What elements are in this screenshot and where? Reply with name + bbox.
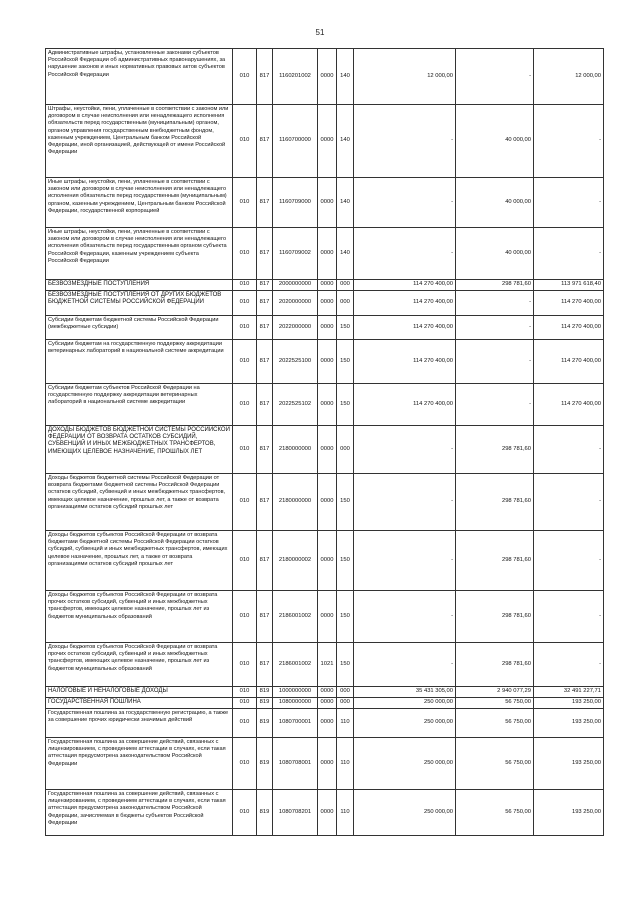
code-income: 2020000000	[273, 291, 318, 316]
code-program: 0000	[318, 340, 337, 384]
value-plan: 114 270 400,00	[354, 340, 456, 384]
row-name: ДОХОДЫ БЮДЖЕТОВ БЮДЖЕТНОЙ СИСТЕМЫ РОССИЙСКОЙ ФЕДЕРАЦИИ ОТ ВОЗВРАТА ОСТАТКОВ СУБСИДИЙ, СУБВЕНЦИЙ И ИНЫХ МЕЖБЮДЖЕТНЫХ ТРАНСФЕРТОВ, ИМЕЮЩИХ ЦЕЛЕВОЕ НАЗНАЧЕНИЕ, ПРОШЛЫХ ЛЕТ	[46, 426, 233, 474]
value-executed: 40 000,00	[456, 228, 534, 280]
value-unexecuted: -	[534, 643, 604, 687]
value-plan: -	[354, 178, 456, 228]
value-unexecuted: -	[534, 105, 604, 178]
code-kosgu: 140	[337, 105, 354, 178]
code-admin: 010	[233, 316, 257, 340]
value-plan: 250 000,00	[354, 698, 456, 709]
table-row	[46, 591, 604, 643]
code-kosgu: 110	[337, 790, 354, 836]
value-unexecuted: -	[534, 474, 604, 531]
row-name: Доходы бюджетов субъектов Российской Федерации от возврата прочих остатков субсидий, субвенций и иных межбюджетных трансфертов, имеющих целевое назначение, прошлых лет из бюджетов муниципальных образований	[46, 643, 233, 687]
value-executed: -	[456, 340, 534, 384]
table-row	[46, 280, 604, 291]
code-program: 0000	[318, 531, 337, 591]
code-kosgu: 000	[337, 280, 354, 291]
code-admin: 010	[233, 280, 257, 291]
value-plan: -	[354, 643, 456, 687]
code-program: 0000	[318, 698, 337, 709]
code-kosgu: 150	[337, 384, 354, 426]
code-admin: 010	[233, 591, 257, 643]
code-kosgu: 000	[337, 426, 354, 474]
value-executed: 298 781,60	[456, 643, 534, 687]
code-admin: 010	[233, 790, 257, 836]
code-admin: 010	[233, 687, 257, 698]
value-executed: 56 750,00	[456, 698, 534, 709]
table-row	[46, 105, 604, 178]
value-unexecuted: -	[534, 531, 604, 591]
code-agency: 817	[257, 474, 273, 531]
value-unexecuted: 114 270 400,00	[534, 316, 604, 340]
table-row	[46, 738, 604, 790]
value-unexecuted: 193 250,00	[534, 709, 604, 738]
value-executed: -	[456, 384, 534, 426]
code-program: 0000	[318, 790, 337, 836]
code-income: 1160700000	[273, 105, 318, 178]
row-name: Субсидии бюджетам бюджетной системы Российской Федерации (межбюджетные субсидии)	[46, 316, 233, 340]
value-unexecuted: -	[534, 228, 604, 280]
table-body	[46, 49, 604, 836]
code-program: 0000	[318, 687, 337, 698]
row-name: Доходы бюджетов субъектов Российской Федерации от возврата прочих остатков субсидий, субвенций и иных межбюджетных трансфертов, имеющих целевое назначение, прошлых лет из бюджетов муниципальных образований	[46, 591, 233, 643]
page-number: 51	[315, 28, 325, 37]
code-agency: 817	[257, 291, 273, 316]
value-plan: -	[354, 531, 456, 591]
code-agency: 817	[257, 49, 273, 105]
code-agency: 817	[257, 591, 273, 643]
row-name: Иные штрафы, неустойки, пени, уплаченные в соответствии с законом или договором в случае неисполнения или ненадлежащего исполнения обязательств перед государственным (муниципальным) органом, казенным учреждением, Центральным банком Российской Федерации, государственной корпорацией	[46, 178, 233, 228]
code-income: 2180000002	[273, 531, 318, 591]
table-row	[46, 316, 604, 340]
value-executed: 2 940 077,29	[456, 687, 534, 698]
income-table	[45, 48, 604, 836]
value-unexecuted: 193 250,00	[534, 790, 604, 836]
table-row	[46, 698, 604, 709]
value-unexecuted: 113 971 618,40	[534, 280, 604, 291]
row-name: БЕЗВОЗМЕЗДНЫЕ ПОСТУПЛЕНИЯ ОТ ДРУГИХ БЮДЖЕТОВ БЮДЖЕТНОЙ СИСТЕМЫ РОССИЙСКОЙ ФЕДЕРАЦИИ	[46, 291, 233, 316]
code-kosgu: 110	[337, 709, 354, 738]
code-income: 1080708201	[273, 790, 318, 836]
code-kosgu: 140	[337, 49, 354, 105]
code-income: 2180000000	[273, 474, 318, 531]
code-kosgu: 000	[337, 291, 354, 316]
code-income: 1160709000	[273, 178, 318, 228]
value-executed: 56 750,00	[456, 709, 534, 738]
code-agency: 817	[257, 643, 273, 687]
code-program: 0000	[318, 474, 337, 531]
table-row	[46, 340, 604, 384]
row-name: Штрафы, неустойки, пени, уплаченные в соответствии с законом или договором в случае неисполнения или ненадлежащего исполнения обязательств перед государственным (муниципальным) органом, органом управления государственным внебюджетным фондом, казенным учреждением, Центральным банком Российской Федерации, иной организацией, действующей от имени Российской Федерации	[46, 105, 233, 178]
value-executed: 40 000,00	[456, 178, 534, 228]
code-kosgu: 150	[337, 340, 354, 384]
value-plan: 250 000,00	[354, 709, 456, 738]
value-plan: -	[354, 105, 456, 178]
table-row	[46, 384, 604, 426]
value-plan: 250 000,00	[354, 790, 456, 836]
row-name: Доходы бюджетов бюджетной системы Российской Федерации от возврата бюджетами бюджетной системы Российской Федерации остатков субсидий, субвенций и иных межбюджетных трансфертов, имеющих целевое назначение, прошлых лет, а также от возврата организациями остатков субсидий прошлых лет	[46, 474, 233, 531]
value-plan: -	[354, 591, 456, 643]
code-kosgu: 150	[337, 474, 354, 531]
code-program: 0000	[318, 591, 337, 643]
code-income: 2022525100	[273, 340, 318, 384]
value-unexecuted: -	[534, 178, 604, 228]
code-admin: 010	[233, 643, 257, 687]
code-admin: 010	[233, 49, 257, 105]
code-program: 0000	[318, 280, 337, 291]
code-kosgu: 140	[337, 178, 354, 228]
code-income: 1160201002	[273, 49, 318, 105]
value-plan: -	[354, 426, 456, 474]
code-program: 1021	[318, 643, 337, 687]
code-admin: 010	[233, 738, 257, 790]
table-row	[46, 291, 604, 316]
code-income: 1160709002	[273, 228, 318, 280]
value-unexecuted: 193 250,00	[534, 738, 604, 790]
code-admin: 010	[233, 531, 257, 591]
value-executed: 298 781,60	[456, 426, 534, 474]
code-income: 1080700001	[273, 709, 318, 738]
row-name: Доходы бюджетов субъектов Российской Федерации от возврата бюджетами бюджетной системы Российской Федерации остатков субсидий, субвенций и иных межбюджетных трансфертов, имеющих целевое назначение, прошлых лет, а также от возврата организациями остатков субсидий прошлых лет	[46, 531, 233, 591]
code-kosgu: 150	[337, 531, 354, 591]
code-kosgu: 000	[337, 698, 354, 709]
value-executed: -	[456, 49, 534, 105]
code-income: 2180000000	[273, 426, 318, 474]
value-plan: 114 270 400,00	[354, 316, 456, 340]
value-executed: 298 781,60	[456, 280, 534, 291]
code-kosgu: 150	[337, 643, 354, 687]
row-name: ГОСУДАРСТВЕННАЯ ПОШЛИНА	[46, 698, 233, 709]
code-kosgu: 000	[337, 687, 354, 698]
value-unexecuted: -	[534, 591, 604, 643]
code-income: 2022000000	[273, 316, 318, 340]
value-executed: 298 781,60	[456, 474, 534, 531]
value-executed: -	[456, 316, 534, 340]
code-agency: 819	[257, 790, 273, 836]
code-program: 0000	[318, 228, 337, 280]
code-agency: 819	[257, 698, 273, 709]
value-plan: 12 000,00	[354, 49, 456, 105]
value-executed: 298 781,60	[456, 531, 534, 591]
code-agency: 817	[257, 280, 273, 291]
code-kosgu: 140	[337, 228, 354, 280]
code-agency: 817	[257, 531, 273, 591]
code-admin: 010	[233, 474, 257, 531]
value-executed: 40 000,00	[456, 105, 534, 178]
value-plan: -	[354, 474, 456, 531]
code-income: 2186001002	[273, 643, 318, 687]
code-agency: 819	[257, 709, 273, 738]
code-program: 0000	[318, 49, 337, 105]
value-unexecuted: 193 250,00	[534, 698, 604, 709]
code-program: 0000	[318, 426, 337, 474]
code-agency: 817	[257, 228, 273, 280]
code-agency: 819	[257, 738, 273, 790]
code-agency: 817	[257, 340, 273, 384]
code-agency: 819	[257, 687, 273, 698]
value-unexecuted: 114 270 400,00	[534, 384, 604, 426]
code-agency: 817	[257, 384, 273, 426]
code-income: 1080708001	[273, 738, 318, 790]
code-income: 2022525102	[273, 384, 318, 426]
table-row	[46, 426, 604, 474]
code-agency: 817	[257, 316, 273, 340]
row-name: Субсидии бюджетам субъектов Российской Федерации на государственную поддержку аккредитации ветеринарных лабораторий в национальной системе аккредитации	[46, 384, 233, 426]
code-admin: 010	[233, 105, 257, 178]
code-program: 0000	[318, 178, 337, 228]
value-unexecuted: -	[534, 426, 604, 474]
row-name: Субсидии бюджетам на государственную поддержку аккредитации ветеринарных лабораторий в национальной системе аккредитации	[46, 340, 233, 384]
code-agency: 817	[257, 105, 273, 178]
code-admin: 010	[233, 178, 257, 228]
value-executed: -	[456, 291, 534, 316]
code-program: 0000	[318, 384, 337, 426]
value-plan: 250 000,00	[354, 738, 456, 790]
code-kosgu: 110	[337, 738, 354, 790]
code-program: 0000	[318, 709, 337, 738]
table-row	[46, 709, 604, 738]
table-row	[46, 531, 604, 591]
code-admin: 010	[233, 228, 257, 280]
value-plan: 35 431 305,00	[354, 687, 456, 698]
code-income: 1000000000	[273, 687, 318, 698]
code-agency: 817	[257, 426, 273, 474]
value-plan: 114 270 400,00	[354, 280, 456, 291]
code-income: 1080000000	[273, 698, 318, 709]
value-executed: 56 750,00	[456, 790, 534, 836]
code-kosgu: 150	[337, 591, 354, 643]
value-plan: 114 270 400,00	[354, 384, 456, 426]
code-program: 0000	[318, 316, 337, 340]
code-admin: 010	[233, 384, 257, 426]
code-admin: 010	[233, 291, 257, 316]
value-unexecuted: 114 270 400,00	[534, 291, 604, 316]
code-admin: 010	[233, 709, 257, 738]
code-income: 2000000000	[273, 280, 318, 291]
table-row	[46, 49, 604, 105]
row-name: БЕЗВОЗМЕЗДНЫЕ ПОСТУПЛЕНИЯ	[46, 280, 233, 291]
code-agency: 817	[257, 178, 273, 228]
row-name: Государственная пошлина за совершение действий, связанных с лицензированием, с проведением аттестации в случаях, если такая аттестация предусмотрена законодательством Российской Федерации, зачисляемая в бюджеты субъектов Российской Федерации	[46, 790, 233, 836]
value-unexecuted: 12 000,00	[534, 49, 604, 105]
value-executed: 298 781,60	[456, 591, 534, 643]
code-program: 0000	[318, 291, 337, 316]
table-row	[46, 178, 604, 228]
table-row	[46, 643, 604, 687]
row-name: НАЛОГОВЫЕ И НЕНАЛОГОВЫЕ ДОХОДЫ	[46, 687, 233, 698]
code-kosgu: 150	[337, 316, 354, 340]
row-name: Иные штрафы, неустойки, пени, уплаченные в соответствии с законом или договором в случае неисполнения или ненадлежащего исполнения обязательств перед государственным органом субъекта Российской Федерации, казенным учреждением субъекта Российской Федерации	[46, 228, 233, 280]
code-admin: 010	[233, 340, 257, 384]
row-name: Государственная пошлина за государственную регистрацию, а также за совершение прочих юридически значимых действий	[46, 709, 233, 738]
value-executed: 56 750,00	[456, 738, 534, 790]
table-row	[46, 474, 604, 531]
table-row	[46, 228, 604, 280]
table-row	[46, 687, 604, 698]
code-program: 0000	[318, 105, 337, 178]
value-plan: -	[354, 228, 456, 280]
value-unexecuted: 114 270 400,00	[534, 340, 604, 384]
row-name: Государственная пошлина за совершение действий, связанных с лицензированием, с проведением аттестации в случаях, если такая аттестация предусмотрена законодательством Российской Федерации	[46, 738, 233, 790]
code-income: 2186001002	[273, 591, 318, 643]
value-unexecuted: 32 491 227,71	[534, 687, 604, 698]
code-admin: 010	[233, 698, 257, 709]
table-row	[46, 790, 604, 836]
code-program: 0000	[318, 738, 337, 790]
row-name: Административные штрафы, установленные законами субъектов Российской Федерации об административных правонарушениях, за нарушение законов и иных нормативных правовых актов субъектов Российской Федерации	[46, 49, 233, 105]
code-admin: 010	[233, 426, 257, 474]
value-plan: 114 270 400,00	[354, 291, 456, 316]
